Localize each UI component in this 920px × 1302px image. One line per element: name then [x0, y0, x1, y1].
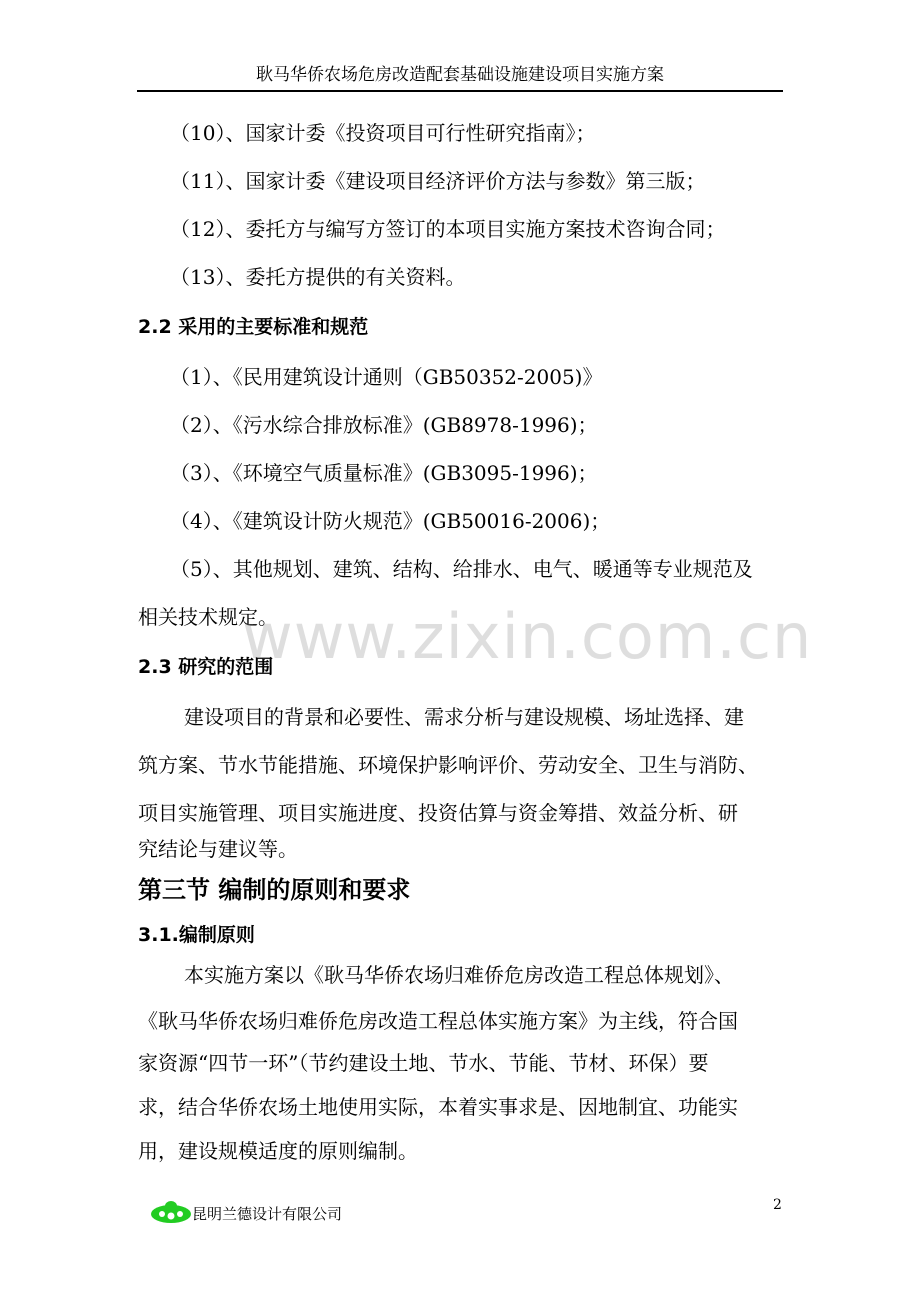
- list-item: （4）、《建筑设计防火规范》(GB50016-2006)；: [170, 509, 611, 533]
- section-heading-2-2: 2.2 采用的主要标准和规范: [138, 316, 369, 338]
- list-item-continuation: 相关技术规定。: [138, 605, 278, 629]
- list-item: （13）、委托方提供的有关资料。: [170, 265, 466, 289]
- list-item: （3）、《环境空气质量标准》(GB3095-1996)；: [170, 461, 598, 485]
- paragraph-line: 究结论与建议等。: [138, 837, 298, 861]
- list-item: （10）、国家计委《投资项目可行性研究指南》；: [170, 121, 596, 145]
- section-heading-3-1: 3.1.编制原则: [138, 924, 255, 946]
- page-header: 耿马华侨农场危房改造配套基础设施建设项目实施方案: [137, 62, 783, 92]
- list-item: （2）、《污水综合排放标准》(GB8978-1996)；: [170, 413, 598, 437]
- paragraph-line: 用，建设规模适度的原则编制。: [138, 1139, 418, 1163]
- logo-top: [165, 1201, 177, 1211]
- section-heading-2-3: 2.3 研究的范围: [138, 656, 274, 678]
- paragraph-line: 建设项目的背景和必要性、需求分析与建设规模、场址选择、建: [184, 705, 744, 729]
- page-number: 2: [773, 1197, 782, 1213]
- section-heading-3: 第三节 编制的原则和要求: [138, 876, 411, 904]
- list-item: （12）、委托方与编写方签订的本项目实施方案技术咨询合同；: [170, 217, 726, 241]
- list-item: （5）、其他规划、建筑、结构、给排水、电气、暖通等专业规范及: [170, 557, 753, 581]
- paragraph-line: 求，结合华侨农场土地使用实际，本着实事求是、因地制宜、功能实: [138, 1095, 738, 1119]
- paragraph-line: 家资源“四节一环”（节约建设土地、节水、节能、节材、环保）要: [138, 1051, 709, 1075]
- watermark: www.zixin.com.cn: [242, 600, 813, 673]
- paragraph-line: 筑方案、节水节能措施、环境保护影响评价、劳动安全、卫生与消防、: [138, 753, 758, 777]
- footer-company-name: 昆明兰德设计有限公司: [192, 1205, 343, 1223]
- list-item: （1）、《民用建筑设计通则（GB50352-2005)》: [170, 365, 603, 389]
- paragraph-line: 《耿马华侨农场归难侨危房改造工程总体实施方案》为主线，符合国: [138, 1009, 738, 1033]
- paragraph-line: 项目实施管理、项目实施进度、投资估算与资金筹措、效益分析、研: [138, 801, 738, 825]
- paragraph-line: 本实施方案以《耿马华侨农场归难侨危房改造工程总体规划》、: [184, 963, 734, 987]
- list-item: （11）、国家计委《建设项目经济评价方法与参数》第三版；: [170, 169, 706, 193]
- company-logo-icon: [148, 1200, 194, 1228]
